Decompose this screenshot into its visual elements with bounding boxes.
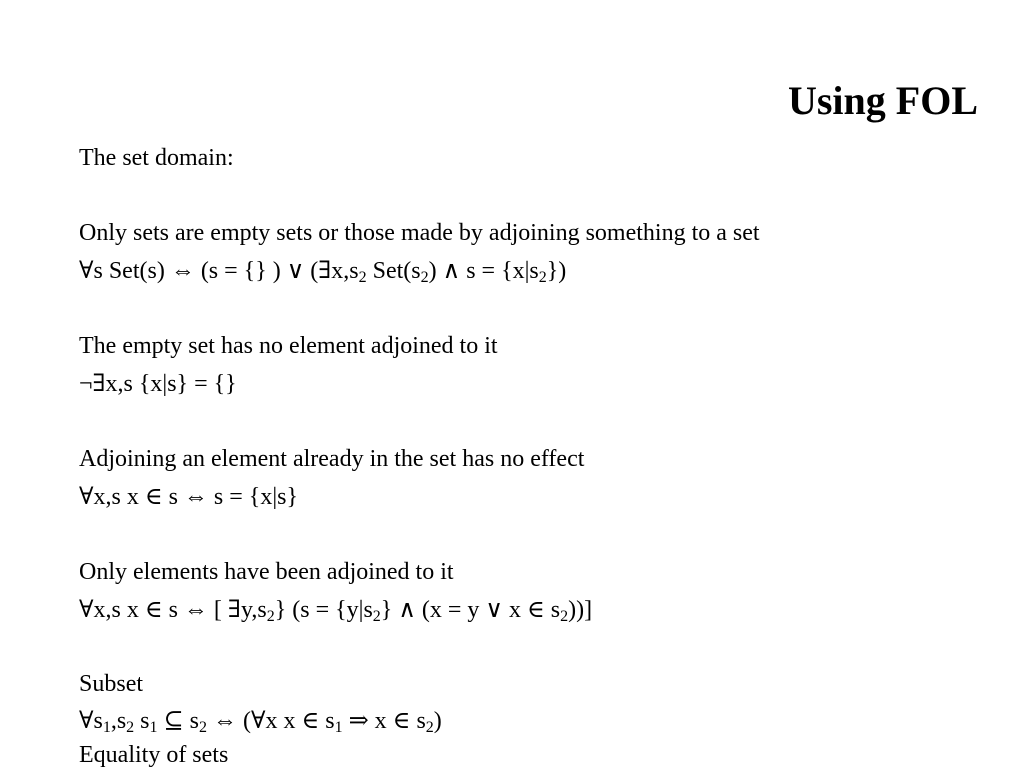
section-1-formula: ∀s Set(s) ⇔ (s = {} ) ∨ ($\exists x,s_2$ $Set(s_2)$ ∧ $s = \{x|s_2\}$) [79,258,567,286]
section-2-description: The empty set has no element adjoined to it [79,333,498,359]
section-2-formula: ¬∃x,s {x|s} = {} [79,371,237,397]
section-5-description: Subset [79,671,144,697]
slide-title: Using FOL [787,78,978,123]
section-1-description: Only sets are empty sets or those made by adjoining something to a set [79,220,760,246]
section-5-formula: $\forall s_1,s_2$ $s_1$ ⊆ $s_2$ ⇔ (∀x x ∈ $s_1$ ⇒ x ∈ $s_2$) [79,708,442,736]
section-4-description: Only elements have been adjoined to it [79,559,454,585]
section-6-description: Equality of sets [79,742,229,768]
section-3-formula: ∀x,s x ∈ s ⇔ s = {x|s} [79,484,298,510]
section-4-formula: ∀x,s x ∈ s ⇔ [ $\exists y,s_2$} ($s = \{y|s_2\}$ ∧ (x = y ∨ x ∈ $s_2$))] [79,597,593,625]
intro-text: The set domain: [79,145,234,171]
section-3-description: Adjoining an element already in the set has no effect [79,446,585,472]
